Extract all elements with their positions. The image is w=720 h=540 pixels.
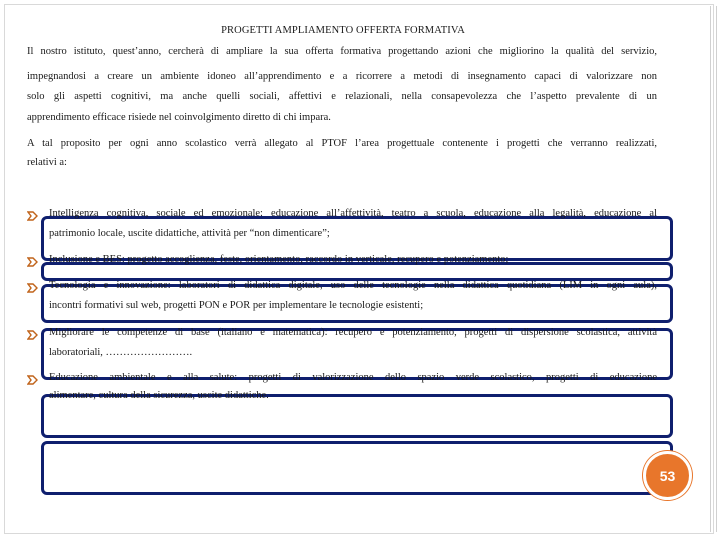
list-item-line: Educazione ambientale e alla salute: progetti di valorizzazione dello spazio verde scolastico, progetti di educazione [49, 372, 657, 383]
list-item-line: patrimonio locale, uscite didattiche, attività per “non dimenticare”; [49, 228, 330, 239]
second-line: relativi a: [27, 157, 67, 168]
list-item-line: alimentare, cultura della sicurezza, uscite didattiche. [49, 390, 269, 401]
list-item-line: incontri formativi sul web, progetti PON e POR per implementare le tecnologie esistenti; [49, 300, 424, 311]
bullet-box [41, 441, 673, 495]
arrow-bullet-icon [27, 256, 39, 268]
list-item-line: Inclusione e BES: progetto accoglienza, feste, orientamento, raccordo in verticale, recupero e potenziamento; [49, 254, 509, 265]
list-item-line: Intelligenza cognitiva, sociale ed emozionale: educazione all’affettività, teatro a scuola, educazione alla legalità, educazione al [49, 208, 657, 219]
intro-line: apprendimento efficace risiede nel coinvolgimento diretto di chi impara. [27, 112, 331, 123]
intro-line: Il nostro istituto, quest’anno, cercherà di ampliare la sua offerta formativa progettando azioni che migliorino la qualità del servizio, [27, 46, 657, 57]
slide-edge-line [710, 6, 711, 532]
list-item-line: Tecnologia e innovazione: laboratori di didattica digitale, uso delle tecnologie nella didattica quotidiana (LIM in ogni aula), [49, 280, 657, 291]
second-line: A tal proposito per ogni anno scolastico verrà allegato al PTOF l’area progettuale contenente i progetti che verranno realizzati, [27, 138, 657, 149]
list-item-line: Migliorare le competenze di base (italiano e matematica): recupero e potenziamento, progetti di dispersione scolastica, attività [49, 327, 657, 338]
arrow-bullet-icon [27, 282, 39, 294]
arrow-bullet-icon [27, 329, 39, 341]
slide-edge-line [716, 6, 717, 532]
page-title: PROGETTI AMPLIAMENTO OFFERTA FORMATIVA [221, 25, 465, 36]
arrow-bullet-icon [27, 374, 39, 386]
page-number-badge: 53 [643, 451, 692, 500]
intro-line: impegnandosi a creare un ambiente idoneo all’apprendimento e a ricorrere a metodi di insegnamento capaci di valorizzare non [27, 71, 657, 82]
intro-line: solo gli aspetti cognitivi, ma anche quelli sociali, affettivi e relazionali, nella consapevolezza che l’aspetto prevalente di un [27, 91, 657, 102]
arrow-bullet-icon [27, 210, 39, 222]
list-item-line: laboratoriali, ……………………. [49, 347, 193, 358]
